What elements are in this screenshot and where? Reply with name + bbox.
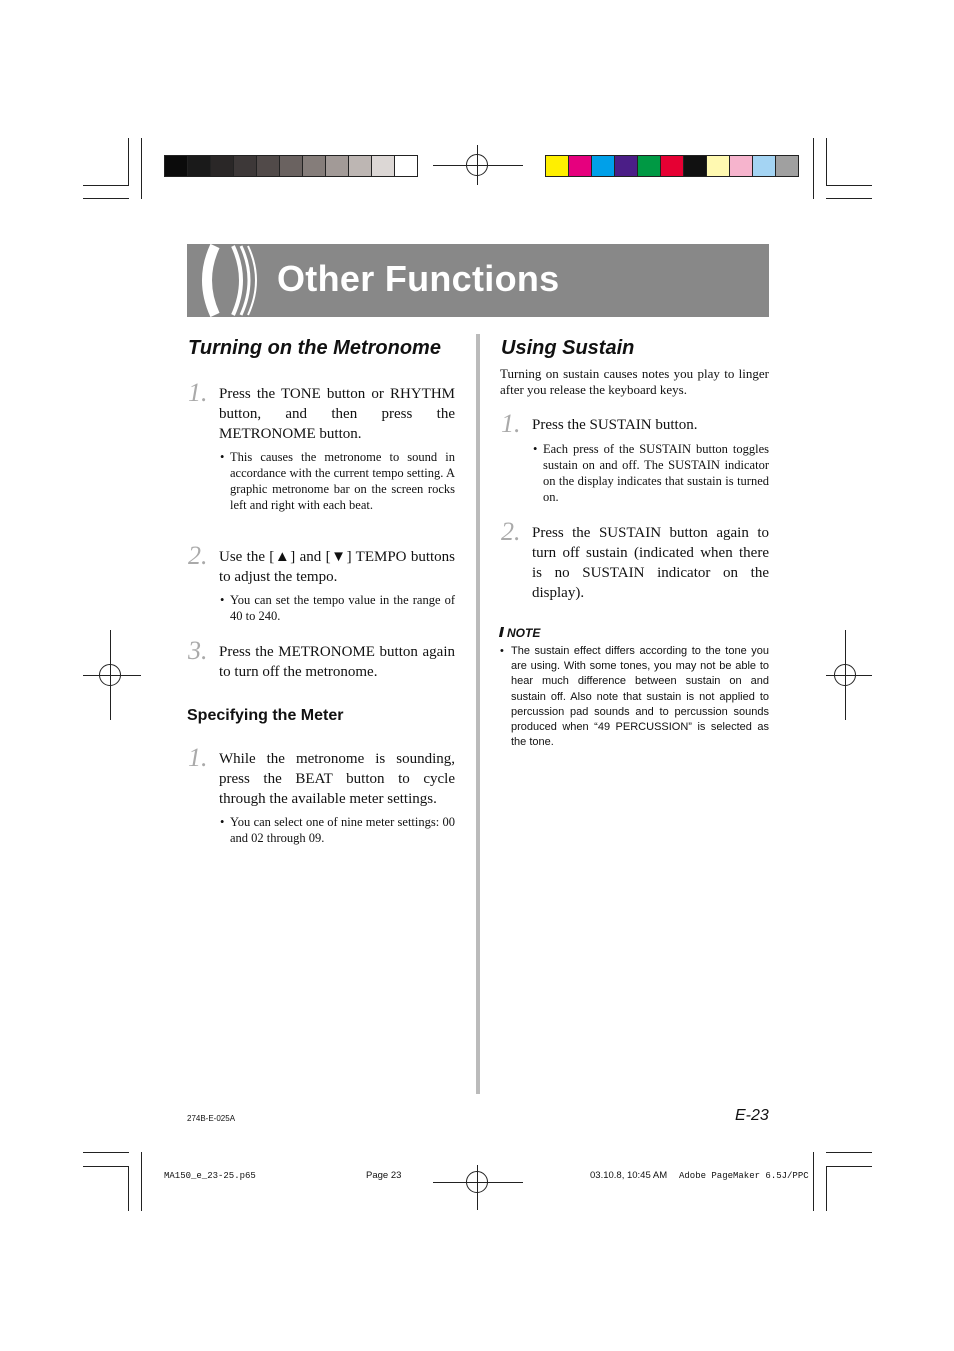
crop-mark (826, 1152, 872, 1153)
note-icon (499, 627, 504, 637)
footer-date: 03.10.8, 10:45 AM (590, 1170, 668, 1181)
color-swatch (349, 156, 372, 176)
meter-step-1: While the metronome is sounding, press the BEAT button to cycle through the available meter settings. (219, 751, 455, 807)
color-swatch (615, 156, 638, 176)
color-swatch (234, 156, 257, 176)
sustain-step-1: Press the SUSTAIN button. (532, 417, 698, 433)
color-swatch (188, 156, 211, 176)
color-swatch (303, 156, 326, 176)
step-number: 2. (501, 517, 521, 546)
sustain-intro: Turning on sustain causes notes you play to linger after you release the keyboard keys. (500, 366, 769, 397)
sustain-step-1-bullet: • Each press of the SUSTAIN button toggles sustain on and off. The SUSTAIN indicator on the display indicates that sustain is turned on. (533, 442, 769, 504)
title-banner (187, 244, 769, 317)
metronome-step-3: Press the METRONOME button again to turn off the metronome. (219, 644, 455, 680)
color-swatch (372, 156, 395, 176)
page-title: Other Functions (277, 258, 560, 299)
meter-step-1-bullet: • You can select one of nine meter settings: 00 and 02 through 09. (220, 815, 455, 845)
crop-mark (128, 138, 129, 186)
color-swatch (661, 156, 684, 176)
color-swatch (395, 156, 417, 176)
crop-mark (826, 185, 872, 186)
color-swatch (211, 156, 234, 176)
crop-mark (826, 1166, 872, 1167)
banner-bracket-icon (187, 244, 267, 317)
note-label: NOTE (500, 626, 540, 640)
color-swatch (707, 156, 730, 176)
crop-mark (813, 138, 814, 199)
step-number: 1. (188, 743, 208, 772)
crop-mark (826, 1166, 827, 1211)
color-swatch (730, 156, 753, 176)
color-swatch (776, 156, 798, 176)
page-number: E-23 (735, 1107, 769, 1124)
metronome-heading: Turning on the Metronome (188, 337, 441, 359)
color-swatch (684, 156, 707, 176)
process-color-bar (545, 155, 799, 177)
step-number: 2. (188, 541, 208, 570)
crop-mark (813, 1152, 814, 1211)
sustain-heading: Using Sustain (501, 337, 635, 359)
note-text: • The sustain effect differs according to the tone you are using. With some tones, you may not be able to hear much difference between sustain on and sustain off. Also note that sustain is not applied to percussion pad sounds and to percussion sounds produced when “49 PERCUSSION” is selected as the tone. (500, 645, 769, 749)
crop-mark (83, 185, 129, 186)
step-number: 3. (188, 636, 208, 665)
metronome-step-2: Use the [▲] and [▼] TEMPO buttons to adjust the tempo. (219, 549, 455, 585)
color-swatch (280, 156, 303, 176)
color-swatch (638, 156, 661, 176)
crop-mark (83, 1152, 129, 1153)
column-divider (476, 334, 480, 1094)
color-swatch (569, 156, 592, 176)
color-swatch (326, 156, 349, 176)
footer-page-label: Page 23 (366, 1170, 402, 1181)
crop-mark (826, 138, 827, 186)
color-swatch (546, 156, 569, 176)
step-number: 1. (501, 409, 521, 438)
crop-mark (128, 1166, 129, 1211)
color-swatch (592, 156, 615, 176)
metronome-step-2-bullet: • You can set the tempo value in the range of 40 to 240. (220, 593, 455, 623)
crop-mark (141, 138, 142, 199)
crop-mark (826, 198, 872, 199)
crop-mark (83, 198, 129, 199)
grayscale-color-bar (164, 155, 418, 177)
step-number: 1. (188, 378, 208, 407)
color-swatch (165, 156, 188, 176)
sustain-step-2: Press the SUSTAIN button again to turn off sustain (indicated when there is no SUSTAIN indicator on the display). (532, 525, 769, 601)
footer-app: Adobe PageMaker 6.5J/PPC (679, 1171, 809, 1181)
crop-mark (141, 1152, 142, 1211)
color-swatch (753, 156, 776, 176)
crop-mark (83, 1166, 129, 1167)
color-swatch (257, 156, 280, 176)
meter-heading: Specifying the Meter (187, 707, 344, 724)
doc-code: 274B-E-025A (187, 1114, 236, 1123)
metronome-step-1: Press the TONE button or RHYTHM button, and then press the METRONOME button. (219, 386, 455, 442)
footer-filename: MA150_e_23-25.p65 (164, 1171, 256, 1181)
metronome-step-1-bullet: • This causes the metronome to sound in accordance with the current tempo setting. A graphic metronome bar on the screen rocks left and right with each beat. (220, 450, 455, 512)
